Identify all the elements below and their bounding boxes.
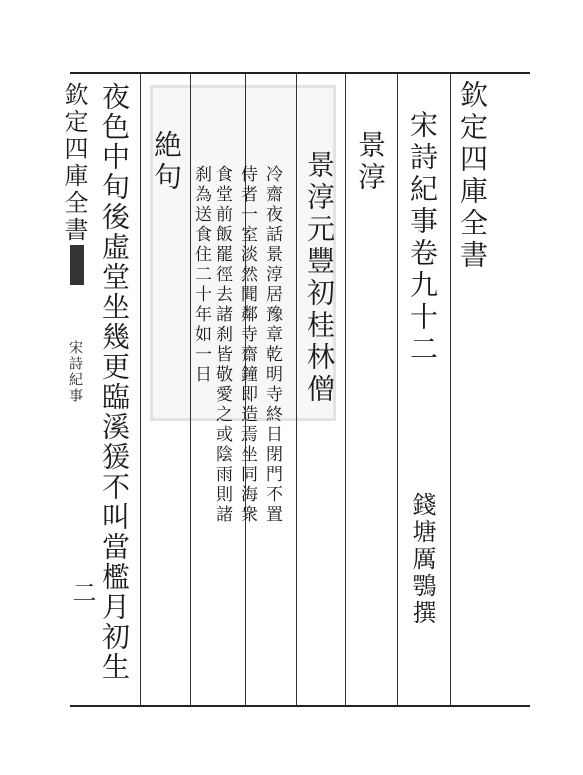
author-line: 錢塘厲鶚撰 xyxy=(408,492,436,627)
volume-title: 宋詩紀事卷九十二 xyxy=(406,110,439,366)
poem-text: 夜色中旬後虛堂坐幾更臨溪猨不叫當檻月初生 xyxy=(98,82,131,682)
fishtail-mark xyxy=(70,245,84,285)
column-rule xyxy=(345,74,346,705)
page-number: 二 xyxy=(68,580,96,607)
column-rule xyxy=(296,74,297,705)
note-line: 冷齋夜話景淳居豫章乾明寺終日閉門不置 xyxy=(262,165,282,525)
poem-form: 絶句 xyxy=(150,130,183,194)
top-border xyxy=(70,72,530,74)
margin-title: 欽定四庫全書 xyxy=(60,82,88,244)
poet-name: 景淳 xyxy=(354,130,387,194)
note-line: 食堂前飯罷徑去諸刹皆敬愛之或陰雨則諸 xyxy=(212,165,232,525)
note-line: 侍者一室淡然聞鄰寺齋鐘即造焉坐同海衆 xyxy=(237,165,257,525)
poet-intro: 景淳元豐初桂林僧 xyxy=(303,150,336,406)
bottom-border xyxy=(70,705,530,707)
book-name: 宋詩紀事 xyxy=(67,340,83,404)
column-rule xyxy=(140,74,141,705)
note-line: 刹為送食住二十年如一日 xyxy=(191,165,211,385)
column-rule xyxy=(397,74,398,705)
library-title: 欽定四庫全書 xyxy=(456,80,489,272)
column-rule xyxy=(450,74,451,705)
